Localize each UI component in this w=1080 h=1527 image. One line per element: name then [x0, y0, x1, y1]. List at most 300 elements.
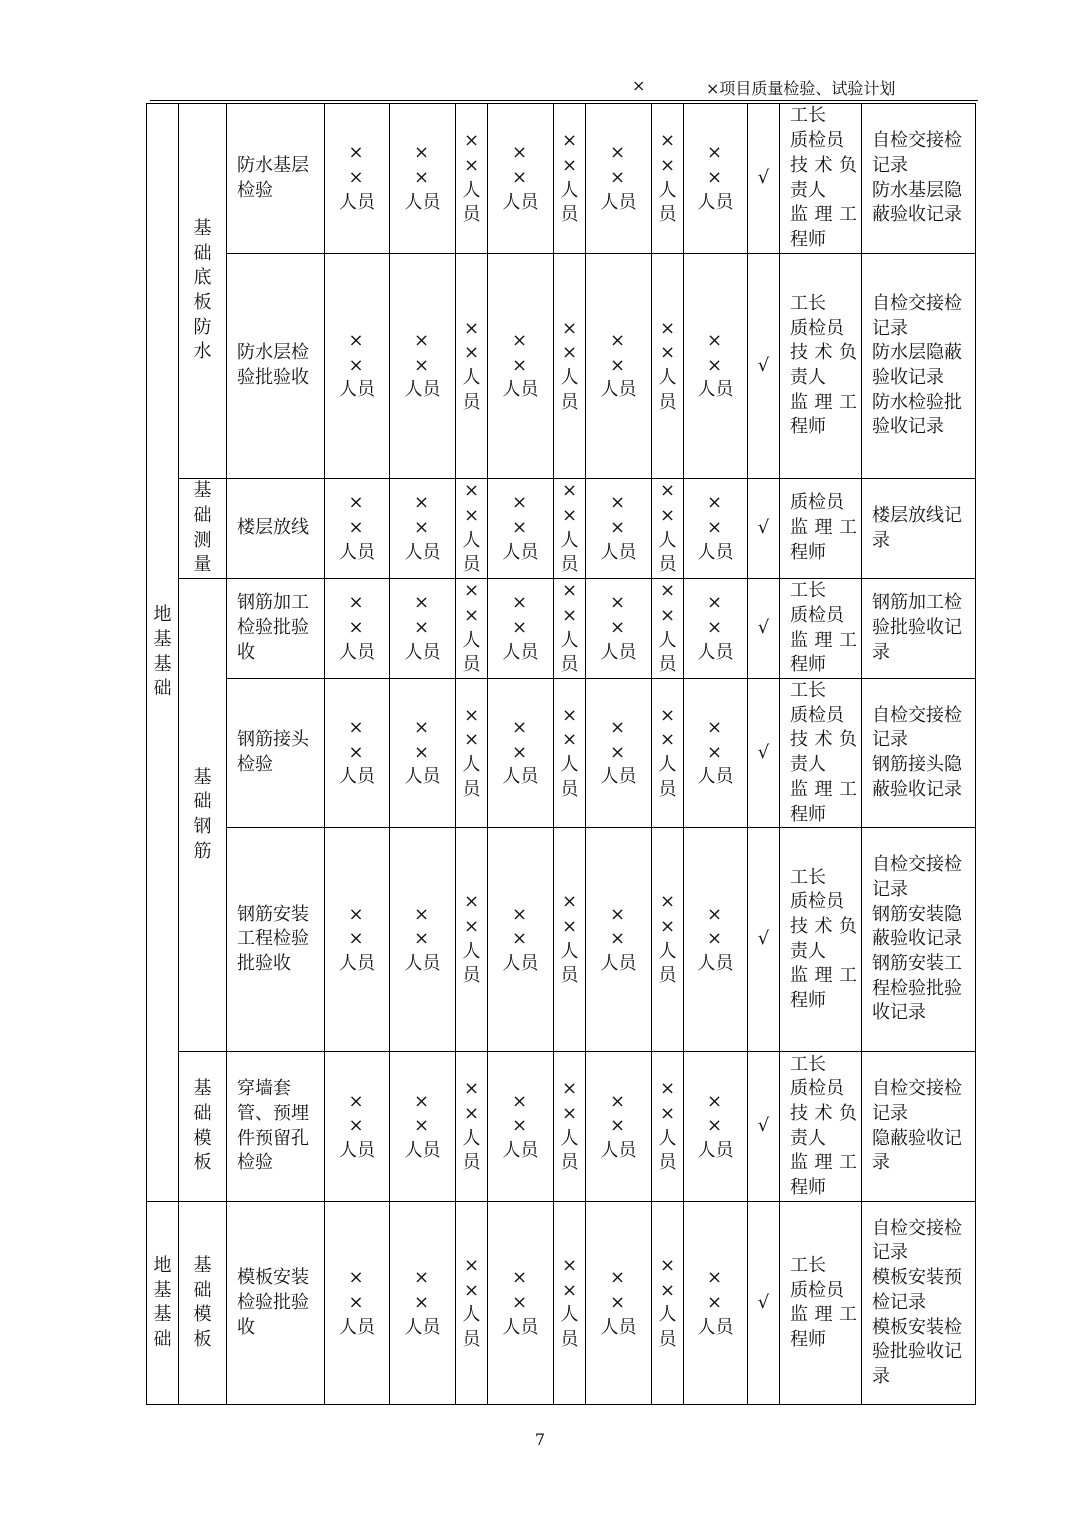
personnel-char: 人 — [560, 367, 579, 388]
personnel-label: 人员 — [404, 379, 441, 401]
personnel-narrow-cell — [652, 104, 684, 254]
personnel-char: 人 — [560, 629, 579, 651]
check-mark: √ — [748, 679, 780, 828]
record-name: 自检交接检记录 — [872, 130, 962, 176]
personnel-char: 人 — [560, 1127, 579, 1149]
personnel-mark: × × — [413, 142, 438, 189]
personnel-char: × — [463, 729, 480, 751]
personnel-char: × — [463, 154, 480, 176]
personnel-mark: × × — [413, 1267, 438, 1313]
personnel-char: 员 — [560, 1152, 579, 1174]
personnel-char: × — [561, 891, 578, 913]
personnel-narrow-cell — [456, 679, 488, 828]
personnel-char: 员 — [658, 654, 677, 676]
personnel-label: 人员 — [697, 1140, 734, 1162]
subdivision-cell — [179, 579, 227, 1052]
role-name: 工长 — [790, 680, 826, 701]
personnel-char: 人 — [658, 179, 677, 201]
record-name: 楼层放线记录 — [872, 504, 962, 551]
personnel-mark: × × — [348, 1090, 372, 1137]
personnel-mark: × × — [413, 592, 438, 639]
quality-records — [862, 579, 976, 679]
personnel-mark: × × — [511, 329, 536, 376]
personnel-char: 人 — [462, 529, 481, 551]
record-name: 隐蔽验收记录 — [872, 1127, 962, 1174]
role-name: 监理工程师 — [790, 204, 857, 250]
role-name: 工长 — [790, 580, 826, 602]
personnel-char: × — [561, 604, 578, 626]
personnel-label: 人员 — [339, 379, 375, 401]
personnel-label: 人员 — [697, 766, 734, 788]
personnel-char: × — [561, 580, 578, 602]
personnel-mark: × × — [706, 142, 731, 189]
record-name: 自检交接检记录 — [872, 854, 962, 900]
personnel-char: 员 — [560, 1328, 579, 1350]
responsible-roles — [780, 579, 862, 679]
category-char: 础 — [153, 1328, 172, 1350]
personnel-label: 人员 — [697, 641, 734, 663]
personnel-mark: × × — [348, 592, 372, 639]
personnel-cell — [684, 1202, 748, 1405]
record-name: 自检交接检记录 — [872, 704, 962, 751]
role-name: 质检员 — [790, 492, 844, 514]
category-char: 础 — [193, 791, 212, 813]
category-char: 测 — [193, 529, 212, 551]
personnel-label: 人员 — [600, 641, 637, 663]
personnel-cell — [684, 579, 748, 679]
personnel-narrow-cell — [652, 254, 684, 479]
personnel-cell — [325, 1052, 390, 1202]
personnel-cell — [390, 828, 456, 1052]
personnel-mark: × × — [706, 329, 731, 376]
personnel-char: 员 — [462, 1328, 481, 1350]
personnel-char: × — [463, 342, 480, 364]
personnel-cell — [684, 679, 748, 828]
personnel-narrow-cell — [652, 579, 684, 679]
personnel-label: 人员 — [697, 541, 734, 563]
personnel-char: × — [463, 1254, 480, 1276]
check-mark: √ — [748, 104, 780, 254]
personnel-cell — [488, 679, 554, 828]
personnel-char: × — [659, 604, 676, 626]
personnel-label: 人员 — [339, 953, 375, 975]
personnel-mark: × × — [609, 903, 634, 950]
category-char: 板 — [193, 1152, 212, 1174]
role-name: 质检员 — [790, 317, 844, 339]
quality-records — [862, 104, 976, 254]
personnel-label: 人员 — [404, 953, 441, 975]
personnel-narrow-cell — [554, 828, 586, 1052]
category-char: 基 — [193, 217, 212, 239]
personnel-cell — [325, 479, 390, 579]
personnel-char: × — [561, 342, 578, 364]
personnel-cell — [390, 479, 456, 579]
quality-records — [862, 1202, 976, 1405]
personnel-cell — [325, 104, 390, 254]
category-char: 础 — [193, 242, 212, 264]
personnel-cell — [325, 254, 390, 479]
personnel-char: × — [561, 916, 578, 938]
inspection-plan-table — [146, 103, 976, 1405]
personnel-mark: × × — [609, 1267, 634, 1313]
personnel-char: × — [463, 916, 480, 938]
header-x-mark: × — [632, 76, 646, 95]
role-name: 质检员 — [790, 891, 844, 913]
personnel-mark: × × — [511, 717, 536, 763]
record-name: 防水检验批验收记录 — [872, 391, 962, 438]
responsible-roles — [780, 828, 862, 1052]
role-name: 监理工程师 — [790, 517, 857, 563]
personnel-narrow-cell — [554, 1052, 586, 1202]
role-name: 质检员 — [790, 1078, 844, 1100]
role-name: 工长 — [790, 105, 826, 127]
personnel-char: 人 — [658, 529, 677, 551]
personnel-mark: × × — [511, 1267, 536, 1313]
personnel-char: × — [561, 480, 578, 502]
record-name: 钢筋加工检验批验收记录 — [872, 592, 962, 663]
personnel-char: 人 — [658, 1127, 677, 1149]
personnel-cell — [488, 579, 554, 679]
check-mark: √ — [748, 1202, 780, 1405]
personnel-label: 人员 — [697, 379, 734, 401]
record-name: 防水层隐蔽验收记录 — [872, 342, 962, 388]
personnel-char: 员 — [462, 965, 481, 987]
record-name: 自检交接检记录 — [872, 292, 962, 339]
personnel-char: 人 — [658, 940, 677, 962]
header-rule — [150, 100, 978, 101]
personnel-label: 人员 — [404, 1316, 441, 1338]
personnel-mark: × × — [413, 903, 438, 950]
personnel-cell — [390, 1052, 456, 1202]
page-header — [150, 76, 978, 100]
personnel-cell — [488, 1052, 554, 1202]
personnel-char: 人 — [560, 529, 579, 551]
role-name: 监理工程师 — [790, 778, 857, 825]
personnel-label: 人员 — [502, 541, 539, 563]
personnel-cell — [586, 679, 652, 828]
personnel-char: 人 — [658, 1304, 677, 1326]
personnel-label: 人员 — [502, 1140, 539, 1162]
personnel-cell — [684, 479, 748, 579]
personnel-char: × — [463, 1279, 480, 1301]
personnel-mark: × × — [348, 142, 372, 189]
personnel-char: × — [659, 317, 676, 339]
personnel-cell — [325, 579, 390, 679]
personnel-mark: × × — [609, 142, 634, 189]
personnel-char: 人 — [462, 754, 481, 776]
category-char: 基 — [193, 1254, 212, 1276]
record-name: 钢筋接头隐蔽验收记录 — [872, 754, 962, 800]
category-char: 基 — [153, 1279, 172, 1301]
role-name: 技术负责人 — [790, 729, 857, 776]
role-name: 工长 — [790, 1254, 826, 1276]
personnel-cell — [684, 254, 748, 479]
responsible-roles — [780, 479, 862, 579]
role-name: 技术负责人 — [790, 916, 857, 962]
personnel-cell — [488, 479, 554, 579]
quality-records — [862, 1052, 976, 1202]
personnel-narrow-cell — [652, 1202, 684, 1405]
personnel-char: 人 — [560, 179, 579, 201]
personnel-mark: × × — [609, 717, 634, 763]
category-char: 基 — [193, 480, 212, 502]
personnel-char: × — [561, 1103, 578, 1125]
personnel-mark: × × — [706, 903, 731, 950]
quality-records — [862, 828, 976, 1052]
inspection-item: 楼层放线 — [227, 479, 325, 579]
personnel-label: 人员 — [502, 191, 539, 213]
personnel-char: 员 — [560, 778, 579, 800]
personnel-label: 人员 — [600, 953, 637, 975]
personnel-narrow-cell — [554, 254, 586, 479]
personnel-label: 人员 — [600, 191, 637, 213]
category-char: 量 — [193, 554, 212, 576]
personnel-char: × — [659, 154, 676, 176]
inspection-item: 穿墙套管、预埋件预留孔检验 — [227, 1052, 325, 1202]
personnel-char: 员 — [658, 554, 677, 576]
personnel-cell — [488, 254, 554, 479]
personnel-char: × — [463, 1078, 480, 1100]
personnel-mark: × × — [413, 717, 438, 763]
personnel-char: 员 — [560, 391, 579, 413]
record-name: 自检交接检记录 — [872, 1217, 962, 1264]
role-name: 工长 — [790, 1053, 826, 1075]
personnel-mark: × × — [348, 492, 372, 539]
responsible-roles — [780, 104, 862, 254]
personnel-narrow-cell — [652, 1052, 684, 1202]
personnel-mark: × × — [348, 717, 372, 763]
quality-records — [862, 679, 976, 828]
personnel-char: × — [561, 1279, 578, 1301]
subdivision-cell — [179, 1202, 227, 1405]
personnel-label: 人员 — [697, 1316, 734, 1338]
inspection-item: 防水层检验批验收 — [227, 254, 325, 479]
personnel-char: 人 — [560, 1304, 579, 1326]
role-name: 质检员 — [790, 604, 844, 626]
role-name: 技术负责人 — [790, 154, 857, 201]
personnel-char: 人 — [560, 754, 579, 776]
personnel-char: 员 — [658, 204, 677, 226]
personnel-cell — [390, 1202, 456, 1405]
personnel-narrow-cell — [554, 679, 586, 828]
category-char: 模 — [193, 1304, 212, 1326]
category-char: 基 — [153, 653, 172, 675]
personnel-narrow-cell — [456, 1052, 488, 1202]
personnel-char: × — [561, 1078, 578, 1100]
personnel-char: × — [659, 916, 676, 938]
category-char: 板 — [193, 1328, 212, 1350]
check-mark: √ — [748, 828, 780, 1052]
subdivision-cell — [179, 479, 227, 579]
personnel-char: × — [463, 480, 480, 502]
personnel-label: 人员 — [697, 191, 734, 213]
category-char: 基 — [193, 766, 212, 788]
personnel-char: × — [463, 1103, 480, 1125]
personnel-cell — [488, 104, 554, 254]
personnel-char: 人 — [462, 1127, 481, 1149]
personnel-mark: × × — [706, 1090, 731, 1137]
personnel-char: 人 — [462, 940, 481, 962]
personnel-label: 人员 — [339, 191, 375, 213]
personnel-label: 人员 — [502, 953, 539, 975]
quality-records — [862, 479, 976, 579]
personnel-char: × — [659, 1279, 676, 1301]
category-char: 地 — [153, 1254, 172, 1276]
personnel-cell — [325, 1202, 390, 1405]
personnel-mark: × × — [706, 592, 731, 639]
personnel-char: × — [659, 1078, 676, 1100]
personnel-char: 员 — [658, 965, 677, 987]
record-name: 钢筋安装工程检验批验收记录 — [872, 953, 962, 1024]
inspection-item: 模板安装检验批验收 — [227, 1202, 325, 1405]
personnel-char: 员 — [462, 1152, 481, 1174]
role-name: 技术负责人 — [790, 1103, 857, 1149]
role-name: 技术负责人 — [790, 342, 857, 388]
personnel-mark: × × — [348, 903, 372, 950]
personnel-char: × — [659, 1254, 676, 1276]
check-mark: √ — [748, 579, 780, 679]
personnel-char: 员 — [658, 778, 677, 800]
personnel-mark: × × — [706, 492, 731, 539]
personnel-mark: × × — [511, 492, 536, 539]
division-cell — [147, 104, 179, 1202]
personnel-char: 人 — [462, 179, 481, 201]
personnel-narrow-cell — [554, 1202, 586, 1405]
personnel-char: 员 — [462, 654, 481, 676]
category-char: 模 — [193, 1127, 212, 1149]
responsible-roles — [780, 1202, 862, 1405]
personnel-char: × — [561, 154, 578, 176]
personnel-label: 人员 — [502, 1316, 539, 1338]
record-name: 模板安装预检记录 — [872, 1267, 962, 1313]
personnel-cell — [586, 1052, 652, 1202]
personnel-label: 人员 — [600, 1140, 637, 1162]
personnel-cell — [325, 828, 390, 1052]
personnel-cell — [684, 104, 748, 254]
personnel-char: × — [659, 504, 676, 526]
responsible-roles — [780, 679, 862, 828]
personnel-char: × — [659, 891, 676, 913]
personnel-cell — [586, 1202, 652, 1405]
personnel-mark: × × — [511, 1090, 536, 1137]
personnel-char: 员 — [560, 965, 579, 987]
personnel-narrow-cell — [652, 679, 684, 828]
check-mark: √ — [748, 254, 780, 479]
personnel-mark: × × — [706, 717, 731, 763]
personnel-char: 员 — [658, 1152, 677, 1174]
personnel-label: 人员 — [404, 191, 441, 213]
role-name: 质检员 — [790, 1279, 844, 1301]
personnel-mark: × × — [413, 1090, 438, 1137]
personnel-label: 人员 — [404, 1140, 441, 1162]
category-char: 基 — [153, 1304, 172, 1326]
personnel-narrow-cell — [456, 828, 488, 1052]
personnel-char: 人 — [658, 754, 677, 776]
personnel-cell — [488, 1202, 554, 1405]
header-title: ×项目质量检验、试验计划 — [706, 79, 896, 98]
personnel-label: 人员 — [404, 766, 441, 788]
personnel-char: 人 — [462, 629, 481, 651]
personnel-char: 员 — [462, 391, 481, 413]
personnel-char: 员 — [462, 554, 481, 576]
personnel-char: × — [463, 604, 480, 626]
personnel-char: × — [659, 130, 676, 152]
category-char: 板 — [193, 292, 212, 313]
check-mark: √ — [748, 479, 780, 579]
personnel-char: × — [561, 1254, 578, 1276]
role-name: 工长 — [790, 866, 826, 888]
role-name: 质检员 — [790, 704, 844, 726]
personnel-char: × — [463, 317, 480, 339]
personnel-char: × — [463, 130, 480, 152]
personnel-label: 人员 — [600, 379, 637, 401]
role-name: 质检员 — [790, 130, 844, 152]
personnel-cell — [325, 679, 390, 828]
personnel-char: × — [561, 504, 578, 526]
personnel-narrow-cell — [456, 104, 488, 254]
personnel-cell — [390, 679, 456, 828]
category-char: 水 — [193, 341, 212, 363]
check-mark: √ — [748, 1052, 780, 1202]
personnel-mark: × × — [348, 1267, 372, 1313]
personnel-char: × — [659, 1103, 676, 1125]
inspection-item: 钢筋接头检验 — [227, 679, 325, 828]
personnel-char: 人 — [560, 940, 579, 962]
category-char: 础 — [193, 504, 212, 526]
personnel-mark: × × — [609, 329, 634, 376]
personnel-char: × — [463, 891, 480, 913]
personnel-char: 人 — [658, 629, 677, 651]
inspection-item: 防水基层检验 — [227, 104, 325, 254]
personnel-cell — [684, 828, 748, 1052]
personnel-mark: × × — [609, 492, 634, 539]
role-name: 监理工程师 — [790, 1152, 857, 1199]
division-cell — [147, 1202, 179, 1405]
category-char: 础 — [193, 1103, 212, 1125]
personnel-narrow-cell — [456, 254, 488, 479]
responsible-roles — [780, 1052, 862, 1202]
personnel-label: 人员 — [600, 1316, 637, 1338]
category-char: 防 — [193, 316, 212, 338]
personnel-cell — [390, 254, 456, 479]
personnel-cell — [586, 828, 652, 1052]
personnel-label: 人员 — [339, 1140, 375, 1162]
category-char: 钢 — [193, 816, 212, 838]
personnel-char: × — [659, 342, 676, 364]
personnel-label: 人员 — [600, 541, 637, 563]
personnel-narrow-cell — [456, 479, 488, 579]
inspection-item: 钢筋加工检验批验收 — [227, 579, 325, 679]
responsible-roles — [780, 254, 862, 479]
personnel-narrow-cell — [554, 579, 586, 679]
category-char: 基 — [153, 628, 172, 650]
personnel-mark: × × — [511, 142, 536, 189]
personnel-char: × — [659, 480, 676, 502]
page-number: 7 — [534, 1430, 546, 1449]
personnel-char: × — [659, 729, 676, 751]
record-name: 自检交接检记录 — [872, 1078, 962, 1125]
personnel-char: 员 — [560, 654, 579, 676]
personnel-cell — [586, 579, 652, 679]
role-name: 监理工程师 — [790, 965, 857, 1012]
personnel-char: 员 — [462, 204, 481, 226]
personnel-cell — [586, 479, 652, 579]
personnel-narrow-cell — [554, 479, 586, 579]
inspection-item: 钢筋安装工程检验批验收 — [227, 828, 325, 1052]
personnel-label: 人员 — [339, 641, 375, 663]
personnel-char: × — [463, 704, 480, 726]
personnel-char: × — [463, 580, 480, 602]
